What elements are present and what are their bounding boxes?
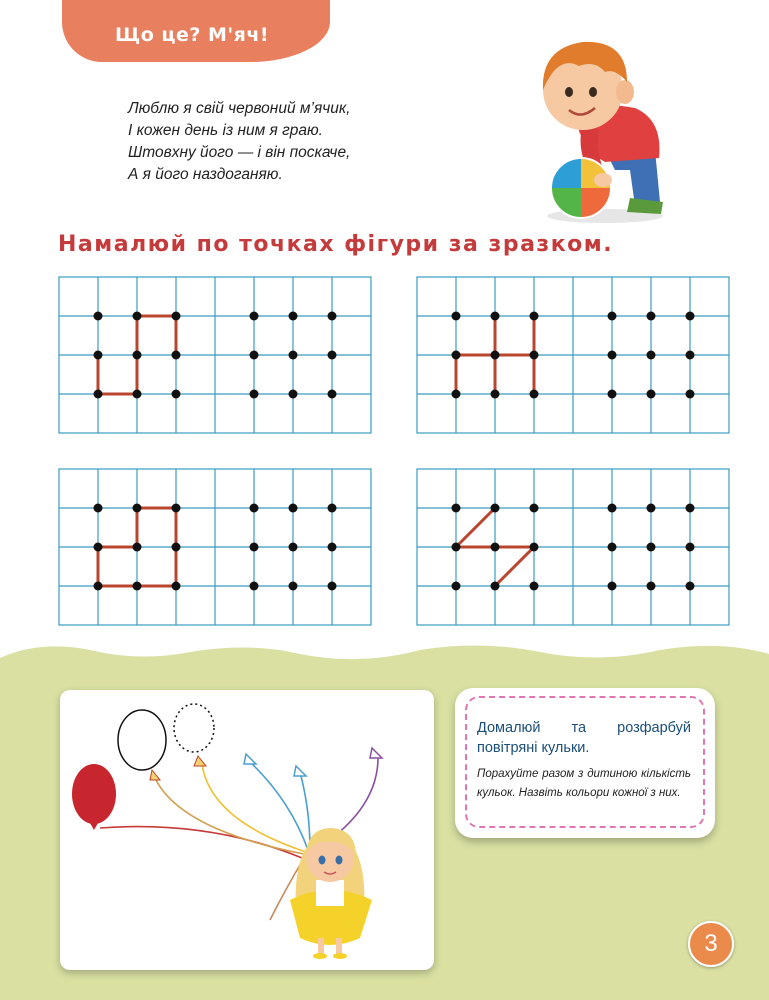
note-title: Домалюй та розфарбуй повітряні кульки.	[477, 720, 691, 756]
outlined-balloon	[118, 710, 166, 770]
red-balloon	[72, 764, 116, 824]
boy-with-ball-illustration	[535, 30, 675, 225]
page-title: Що це? М'яч!	[115, 24, 270, 46]
dot-grid-2	[416, 276, 732, 436]
poem	[128, 98, 351, 186]
dotted-balloon	[174, 704, 214, 752]
balloons-illustration	[60, 690, 434, 970]
page-number-badge: 3	[688, 921, 734, 967]
poem-line: А я його наздоганяю.	[128, 166, 283, 183]
poem-line: Люблю я свій червоний м’ячик,	[128, 100, 351, 117]
poem-line: І кожен день із ним я граю.	[128, 122, 323, 139]
note-text: Порахуйте разом з дитиною кількість кульок. Назвіть кольори кожної з них.	[477, 768, 691, 799]
balloon-card	[60, 690, 434, 970]
task-heading: Намалюй по точках фігури за зразком.	[58, 232, 614, 257]
instruction-note	[455, 688, 715, 838]
dot-grid-1	[58, 276, 374, 436]
note-dashed-border	[465, 696, 705, 828]
poem-line: Штовхну його — і він поскаче,	[128, 144, 351, 161]
girl-illustration	[290, 828, 372, 959]
dot-grid-4	[416, 468, 732, 628]
dot-grid-3	[58, 468, 374, 628]
